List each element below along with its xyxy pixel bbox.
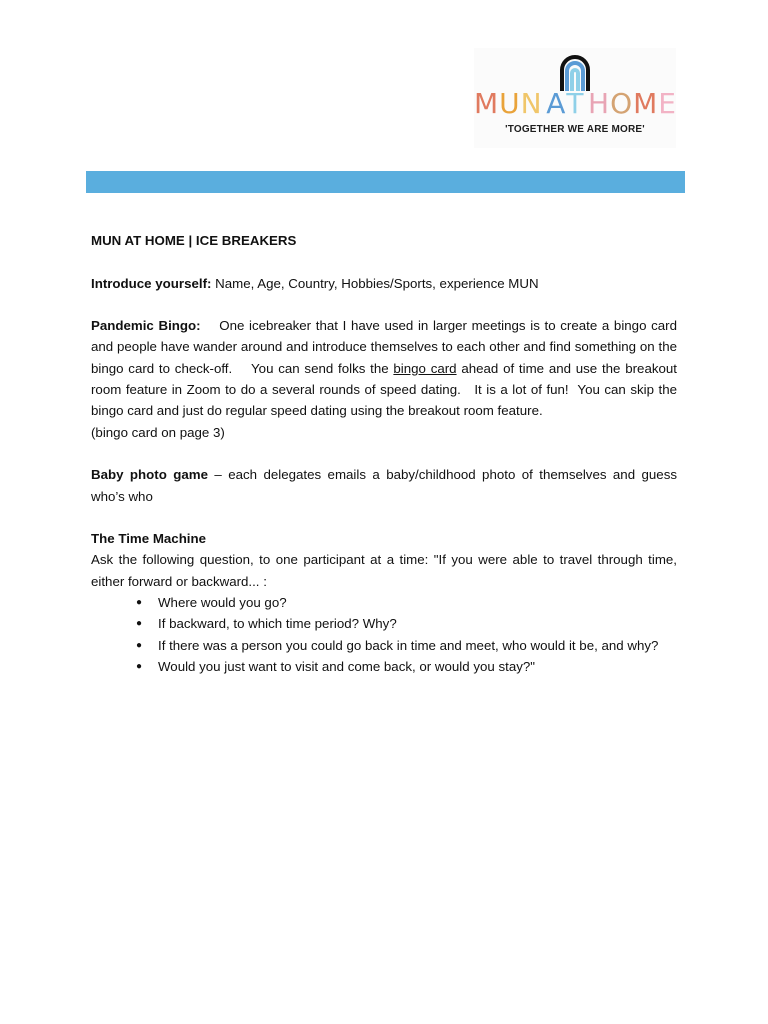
list-item: ● If backward, to which time period? Why? (158, 613, 677, 634)
list-item: ● Would you just want to visit and come back, or would you stay?" (158, 656, 677, 677)
bingo-text-1: One icebreaker that I have used in larger meetings is to create a bingo card and people have wander around and introduce themselves to each other and find something on the bingo card to check-off. You can send folks the (91, 318, 681, 376)
baby-paragraph (91, 464, 677, 507)
time-machine-questions (91, 592, 677, 677)
time-machine-text: Ask the following question, to one participant at a time: "If you were able to travel through time, either forward or backward... : (91, 552, 677, 589)
logo-space (584, 90, 587, 118)
baby-text: – each delegates emails a baby/childhood photo of themselves and guess who’s who (91, 467, 677, 504)
bingo-note: (bingo card on page 3) (91, 424, 225, 440)
logo-letter: N (520, 87, 542, 120)
intro-text: Name, Age, Country, Hobbies/Sports, experience MUN (211, 275, 539, 291)
bingo-paragraph (91, 315, 681, 421)
logo-space (543, 90, 546, 118)
logo-letter: O (610, 87, 633, 120)
logo-wordmark (474, 87, 676, 120)
document-body (91, 230, 681, 677)
intro-paragraph (91, 273, 677, 294)
bingo-card-link[interactable]: bingo card (393, 360, 457, 376)
logo-letter: M (474, 87, 499, 120)
mun-at-home-logo (474, 48, 676, 148)
logo-letter: M (633, 87, 658, 120)
logo-letter: T (566, 87, 584, 120)
logo-letter: A (546, 87, 566, 120)
logo-letter: U (499, 87, 520, 120)
intro-label: Introduce yourself: (91, 275, 212, 291)
bingo-text-2: ahead of time and use the breakout room feature in Zoom to do a several rounds of speed dating. It is a lot of fun! You can skip the bingo card and just do regular speed dating using the breakout room feature. (91, 360, 681, 419)
list-item: ● Where would you go? (158, 592, 677, 613)
document-title: MUN AT HOME | ICE BREAKERS (91, 233, 297, 248)
bingo-label: Pandemic Bingo: (91, 318, 201, 334)
header-band (86, 171, 685, 193)
list-item: ● If there was a person you could go back in time and meet, who would it be, and why? (158, 635, 677, 656)
time-machine-title: The Time Machine (91, 531, 207, 547)
baby-label: Baby photo game (91, 467, 208, 483)
logo-letter: E (658, 87, 676, 120)
logo-tagline: 'TOGETHER WE ARE MORE' (505, 124, 645, 135)
logo-letter: H (588, 87, 610, 120)
